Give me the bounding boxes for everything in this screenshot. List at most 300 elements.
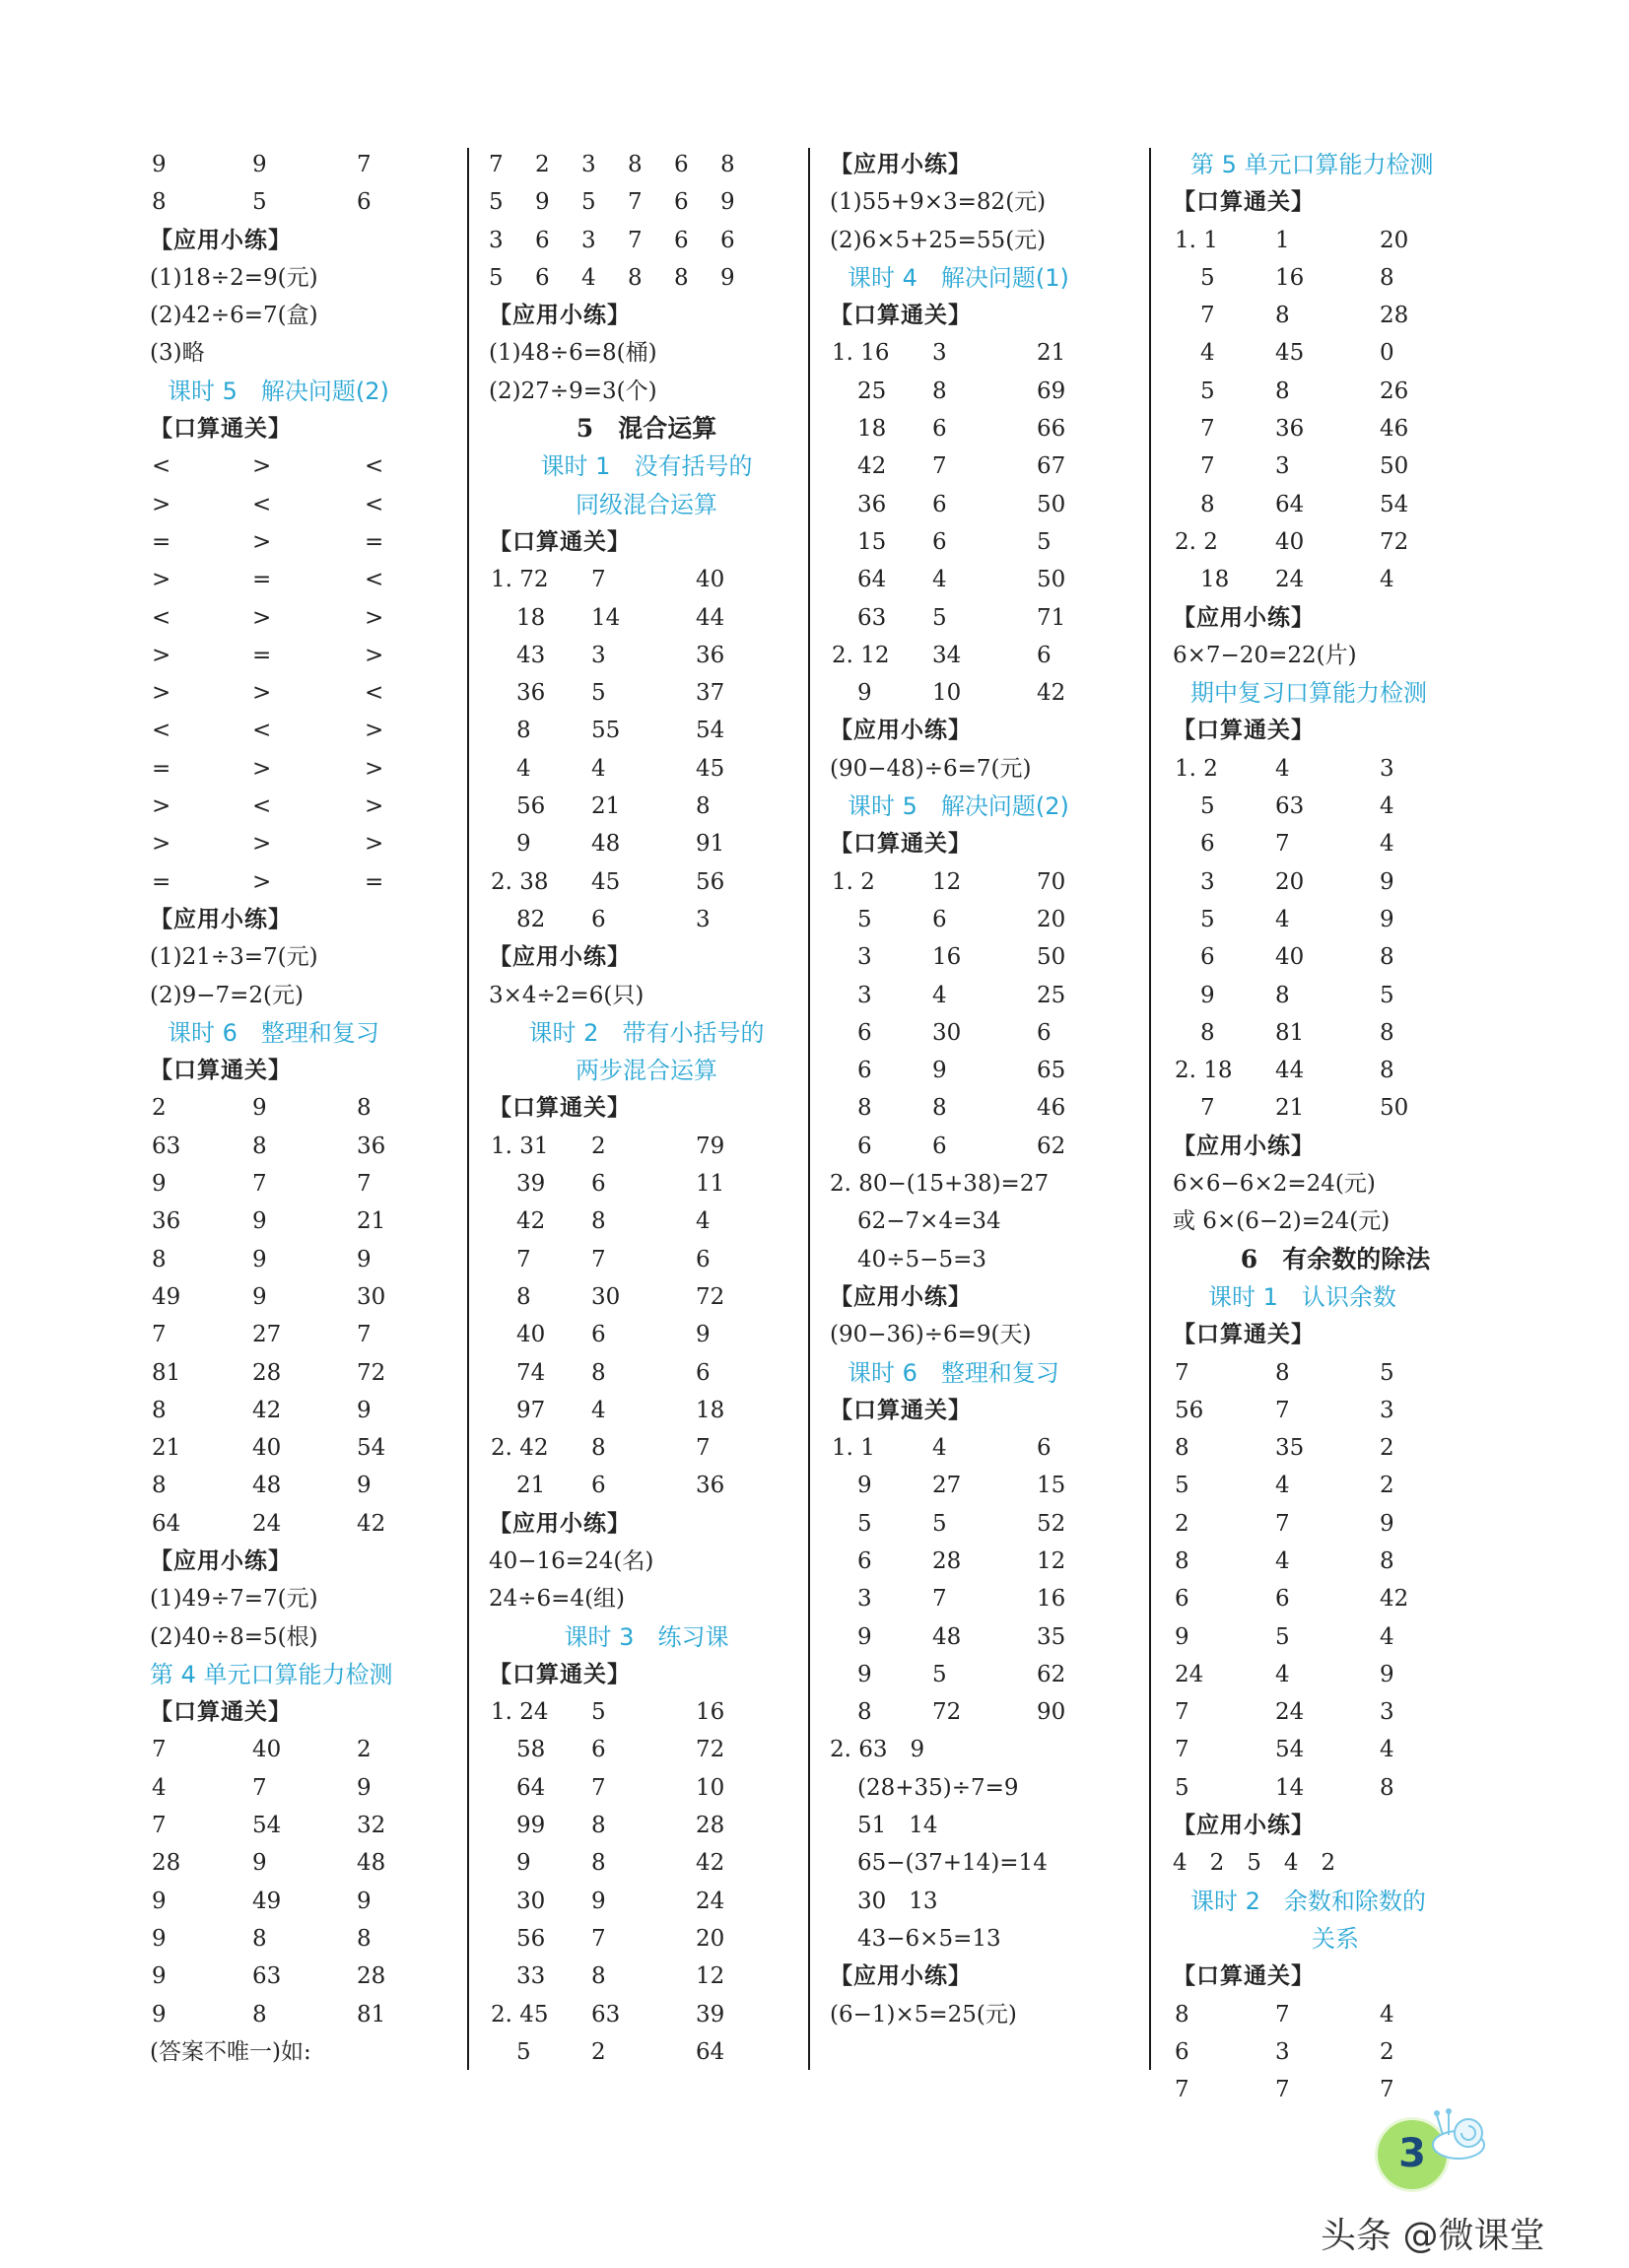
oral-practice-label: 【口算通关】 [830,830,972,858]
applied-practice-label: 【应用小练】 [150,226,292,253]
answer-line: (2)6×5+25=55(元) [830,227,1047,253]
answer-cell: 5 [1200,906,1215,932]
answer-line: 6×6−6×2=24(元) [1173,1171,1376,1198]
answer-cell: 20 [1037,906,1066,932]
answer-cell: 90 [1037,1699,1066,1726]
answer-cell: 8 [932,1095,947,1122]
answer-cell: 49 [152,1283,181,1310]
answer-cell: 8 [696,793,711,820]
answer-cell: 8 [1175,2001,1189,2027]
answer-row [489,825,804,862]
answer-row [830,1429,1145,1467]
answer-cell: 7 [1275,1510,1290,1537]
chapter-title: 6 有余数的除法 [1240,1244,1431,1273]
oral-practice-label: 【口算通关】 [150,1057,292,1084]
answer-cell: 21 [516,1473,546,1499]
answer-cell: 8 [1200,1019,1215,1046]
answer-cell: < [252,718,272,744]
answer-cell: 42 [1037,680,1066,707]
answer-cell: 12 [1037,1547,1066,1574]
answer-cell: 79 [696,1133,725,1159]
answer-cell: 4 [932,982,947,1008]
answer-cell: 58 [516,1737,546,1763]
answer-cell: 6 [535,264,550,291]
answer-row [1173,1543,1498,1580]
answer-line: (1)21÷3=7(元) [150,944,318,971]
answer-cell: > [152,831,171,858]
answer-line: (1)48÷6=8(桶) [489,340,657,367]
answer-cell: 48 [932,1623,962,1650]
answer-cell: 9 [152,1171,167,1198]
answer-cell: 2. 42 [491,1435,549,1462]
answer-row [150,1203,465,1240]
answer-cell: 6 [591,1737,606,1763]
answer-cell: 7 [252,1774,267,1801]
answer-cell: 6 [357,189,372,216]
answer-cell: 62 [1037,1661,1066,1687]
answer-cell: > [365,831,384,858]
answer-cell: 35 [1275,1435,1305,1462]
answer-cell: 6 [696,1246,711,1272]
answer-cell: 14 [591,604,621,631]
answer-cell: 72 [357,1359,386,1386]
answer-cell: 50 [1380,453,1409,480]
answer-row [830,1580,1145,1617]
answer-cell: 9 [516,831,531,858]
answer-line: 62−7×4=34 [857,1208,1001,1235]
applied-practice-label: 【应用小练】 [1173,1812,1315,1839]
answer-cell: 7 [152,1813,167,1839]
answer-line: (90−48)÷6=7(元) [830,755,1032,782]
applied-practice-label: 【应用小练】 [830,717,972,744]
answer-line: 或 6×(6−2)=24(元) [1173,1208,1391,1235]
answer-cell: 6 [674,152,689,177]
answer-cell: 9 [696,1322,711,1348]
answer-cell: 91 [696,831,725,858]
answer-cell: 8 [591,1850,606,1877]
answer-cell: 6 [591,1322,606,1348]
answer-cell: 4 [1380,1737,1394,1763]
answer-row [1173,1656,1498,1693]
answer-cell: 4 [932,567,947,593]
answer-cell: 9 [152,1963,167,1990]
answer-cell: 54 [1380,491,1409,517]
answer-row [489,1165,804,1203]
answer-cell: 50 [1380,1095,1409,1122]
answer-cell: 4 [932,1435,947,1462]
answer-row [150,1807,465,1844]
answer-cell: 4 [516,755,531,782]
answer-cell: 20 [1275,868,1305,895]
answer-cell: 40 [252,1435,282,1462]
unit-test-title: 期中复习口算能力检测 [1190,679,1427,708]
answer-cell: 7 [1175,2077,1189,2103]
answer-row [150,1128,465,1165]
answer-cell: 8 [674,264,689,291]
answer-cell: 36 [516,680,546,707]
answer-row [489,712,804,749]
answer-cell: 8 [1380,944,1394,971]
answer-cell: 9 [357,1246,372,1272]
answer-cell: 9 [1380,1661,1394,1687]
answer-cell: 56 [1175,1397,1204,1423]
answer-cell: < [365,567,384,593]
answer-cell: 2 [1380,1473,1394,1499]
answer-line: (90−36)÷6=9(天) [830,1322,1032,1348]
answer-cell: 24 [1275,567,1305,593]
answer-cell: 30 [932,1019,962,1046]
answer-cell: 46 [1037,1095,1066,1122]
answer-cell: 1. 16 [832,340,890,367]
answer-cell: 3 [591,642,606,668]
answer-cell: 30 [591,1283,621,1310]
answer-cell: 8 [1275,378,1290,404]
answer-cell: 40 [1275,528,1305,555]
answer-cell: < [252,793,272,820]
answer-cell: 6 [674,189,689,216]
answer-cell: 28 [932,1547,962,1574]
answer-cell: 5 [1275,1623,1290,1650]
answer-cell: 8 [152,1246,167,1272]
answer-cell: < [365,453,384,480]
answer-cell: 9 [152,1925,167,1952]
answer-cell: 4 [1380,2001,1394,2027]
answer-cell: 8 [932,378,947,404]
answer-cell: 14 [1275,1774,1305,1801]
answer-cell: 1. 2 [832,868,875,895]
answer-cell: 3 [1380,1397,1394,1423]
answer-row [830,1014,1145,1052]
answer-cell: < [152,718,171,744]
answer-line: 6×7−20=22(片) [1173,642,1357,668]
answer-cell: 5 [581,189,596,216]
answer-cell: 21 [1037,340,1066,367]
answer-cell: 66 [1037,416,1066,443]
answer-cell: 7 [357,152,372,177]
answer-row [150,561,465,598]
answer-row [830,1052,1145,1089]
answer-row [489,1807,804,1844]
oral-practice-label: 【口算通关】 [1173,717,1315,744]
lesson-title: 课时 5 解决问题(2) [168,377,389,405]
answer-row [150,863,465,901]
answer-cell: 6 [1037,1019,1052,1046]
answer-row [489,1128,804,1165]
answer-cell: 8 [1380,1547,1394,1574]
answer-row [489,2033,804,2071]
answer-cell: 16 [932,944,962,971]
answer-cell: 9 [252,1283,267,1310]
chapter-title: 5 混合运算 [576,414,717,444]
answer-cell: 4 [1275,1661,1290,1687]
answer-cell: > [365,604,384,631]
answer-cell: 42 [252,1397,282,1423]
answer-cell: 15 [1037,1473,1066,1499]
answer-cell: 6 [932,491,947,517]
answer-row [1173,825,1498,862]
answer-cell: 10 [696,1774,725,1801]
answer-row [150,146,465,183]
answer-cell: 12 [696,1963,725,1990]
answer-cell: 9 [357,1774,372,1801]
answer-row [830,1089,1145,1127]
answer-cell: 1. 24 [491,1699,549,1726]
answer-cell: 5 [1175,1473,1189,1499]
answer-row [830,599,1145,637]
answer-cell: 21 [591,793,621,820]
answer-cell: 7 [152,1322,167,1348]
answer-cell: 4 [1380,831,1394,858]
answer-row [830,1693,1145,1731]
answer-cell: 1. 72 [491,567,549,593]
answer-row [489,1316,804,1353]
answer-row [489,901,804,938]
answer-cell: > [152,491,171,517]
answer-cell: 6 [932,1133,947,1159]
answer-cell: 7 [628,189,643,216]
unit-test-title: 第 5 单元口算能力检测 [1190,151,1434,178]
answer-cell: 36 [1275,416,1305,443]
answer-cell: 42 [1380,1586,1409,1613]
answer-cell: 7 [516,1246,531,1272]
answer-cell: 16 [1275,264,1305,291]
answer-line: 40÷5−5=3 [857,1246,986,1272]
answer-row [830,486,1145,523]
answer-cell: 4 [591,1397,606,1423]
answer-cell: 16 [1037,1586,1066,1613]
answer-cell: 18 [696,1397,725,1423]
answer-cell: 5 [932,1661,947,1687]
answer-row [830,334,1145,372]
answer-cell: 4 [1275,1547,1290,1574]
answer-cell: = [252,567,272,593]
answer-cell: 81 [152,1359,181,1386]
answer-cell: 52 [1037,1510,1066,1537]
answer-row [1173,486,1498,523]
answer-cell: 8 [628,264,643,291]
answer-cell: > [252,868,272,895]
answer-row [150,1505,465,1543]
answer-cell: 6 [1200,831,1215,858]
answer-row [489,1392,804,1429]
answer-line: 65−(37+14)=14 [857,1850,1048,1877]
answer-cell: 8 [1275,303,1290,329]
answer-cell: 5 [591,1699,606,1726]
answer-cell: 12 [932,868,962,895]
answer-cell: 9 [1175,1623,1189,1650]
answer-cell: 8 [628,152,643,177]
answer-row [1173,1769,1498,1807]
answer-cell: 56 [516,793,546,820]
applied-practice-label: 【应用小练】 [150,905,292,932]
answer-cell: 63 [857,604,887,631]
answer-row [1173,1052,1498,1089]
applied-practice-label: 【应用小练】 [830,1962,972,1990]
answer-cell: 9 [591,1888,606,1914]
lesson-title: 课时 5 解决问题(2) [848,792,1069,821]
answer-cell: 40 [696,567,725,593]
answer-cell: 27 [252,1322,282,1348]
answer-cell: 8 [357,1095,372,1122]
answer-cell: 9 [1380,906,1394,932]
answer-cell: 21 [357,1208,386,1235]
answer-row [1173,901,1498,938]
answer-row [1173,222,1498,259]
answer-cell: 3 [857,944,872,971]
answer-cell: 15 [857,528,887,555]
answer-row [1173,1693,1498,1731]
answer-cell: 50 [1037,567,1066,593]
answer-cell: 9 [857,1473,872,1499]
answer-row [830,561,1145,598]
answer-row [830,1656,1145,1693]
answer-row [1173,410,1498,447]
answer-row [489,1203,804,1240]
answer-row [1173,1996,1498,2033]
answer-cell: 9 [357,1397,372,1423]
answer-row [150,1278,465,1316]
answer-cell: 39 [696,2001,725,2027]
answer-row [489,788,804,825]
answer-cell: 8 [357,1925,372,1952]
answer-line: 3×4÷2=6(只) [489,982,645,1008]
answer-cell: 9 [252,1095,267,1122]
answer-row [1173,1731,1498,1768]
answer-cell: = [365,868,384,895]
answer-cell: 7 [1200,1095,1215,1122]
answer-row [1173,297,1498,334]
answer-row [150,1883,465,1920]
answer-row [1173,750,1498,788]
answer-cell: 37 [696,680,725,707]
answer-cell: 7 [1275,1397,1290,1423]
lesson-title: 课时 2 余数和除数的 [1190,1887,1426,1915]
answer-cell: 40 [1275,944,1305,971]
oral-practice-label: 【口算通关】 [489,527,631,555]
answer-cell: 97 [516,1397,546,1423]
column-divider [808,148,810,2070]
answer-cell: 8 [857,1095,872,1122]
answer-row [150,1731,465,1768]
answer-cell: 5 [932,604,947,631]
answer-cell: 7 [1275,831,1290,858]
answer-row [150,486,465,523]
answer-cell: 63 [152,1133,181,1159]
answer-cell: 44 [696,604,725,631]
answer-row [830,1618,1145,1656]
answer-cell: 5 [1200,793,1215,820]
answer-note: (答案不唯一)如: [150,2038,311,2065]
answer-line: 43−6×5=13 [857,1925,1001,1952]
answer-cell: 7 [357,1322,372,1348]
answer-row [150,1241,465,1278]
answer-cell: > [152,567,171,593]
answer-cell: 7 [696,1435,711,1462]
answer-row [150,825,465,862]
column-divider [1149,148,1151,2070]
answer-row [489,863,804,901]
applied-practice-label: 【应用小练】 [489,302,631,329]
answer-cell: 9 [720,189,735,216]
answer-row [1173,523,1498,561]
answer-cell: 82 [516,906,546,932]
answer-cell: 2 [535,152,550,177]
answer-cell: 3 [857,982,872,1008]
answer-row [1173,1618,1498,1656]
answer-cell: 8 [857,1699,872,1726]
answer-cell: 54 [1275,1737,1305,1763]
answer-cell: 5 [516,2038,531,2065]
answer-cell: > [365,718,384,744]
answer-cell: 20 [696,1925,725,1952]
answer-cell: 5 [1200,378,1215,404]
answer-cell: 6 [1037,1435,1052,1462]
answer-cell: 6 [857,1133,872,1159]
answer-cell: 7 [489,152,504,177]
answer-row [150,1392,465,1429]
lesson-title: 课时 2 带有小括号的 [528,1018,765,1047]
answer-row [1173,863,1498,901]
lesson-title: 课时 3 练习课 [564,1622,729,1651]
answer-cell: 48 [591,831,621,858]
answer-cell: 6 [674,227,689,253]
lesson-title: 关系 [1312,1924,1359,1953]
answer-cell: 72 [696,1283,725,1310]
answer-cell: < [252,491,272,517]
answer-cell: 9 [516,1850,531,1877]
answer-row [150,1996,465,2033]
answer-cell: 24 [696,1888,725,1914]
oral-practice-label: 【口算通关】 [830,302,972,329]
answer-cell: 3 [1200,868,1215,895]
answer-cell: 5 [489,189,504,216]
answer-cell: 56 [516,1925,546,1952]
answer-cell: 4 [1275,906,1290,932]
answer-row [489,1354,804,1392]
answer-cell: 6 [1175,2038,1189,2065]
answer-row [489,183,804,221]
answer-cell: 6 [1200,944,1215,971]
answer-cell: 5 [1175,1774,1189,1801]
answer-cell: 55 [591,718,621,744]
answer-cell: > [152,642,171,668]
answer-cell: 7 [932,1586,947,1613]
answer-row [1173,334,1498,372]
answer-cell: 28 [696,1813,725,1839]
answer-cell: 3 [1380,1699,1394,1726]
answer-cell: 7 [1380,2077,1394,2103]
answer-row [830,674,1145,712]
answer-row [1173,259,1498,297]
oral-practice-label: 【口算通关】 [1173,188,1315,216]
answer-cell: 36 [357,1133,386,1159]
answer-cell: 2. 12 [832,642,890,668]
answer-cell: 6 [1175,1586,1189,1613]
answer-cell: 48 [357,1850,386,1877]
answer-cell: 7 [1175,1699,1189,1726]
answer-cell: 5 [857,906,872,932]
answer-cell: 7 [1200,303,1215,329]
answer-cell: 8 [720,152,735,177]
answer-cell: > [365,755,384,782]
answer-cell: 4 [1275,755,1290,782]
answer-cell: 6 [857,1019,872,1046]
answer-cell: 30 [357,1283,386,1310]
answer-cell: 7 [1275,2077,1290,2103]
answer-line: (6−1)×5=25(元) [830,2001,1017,2027]
applied-practice-label: 【应用小练】 [1173,603,1315,631]
answer-cell: 8 [152,1397,167,1423]
